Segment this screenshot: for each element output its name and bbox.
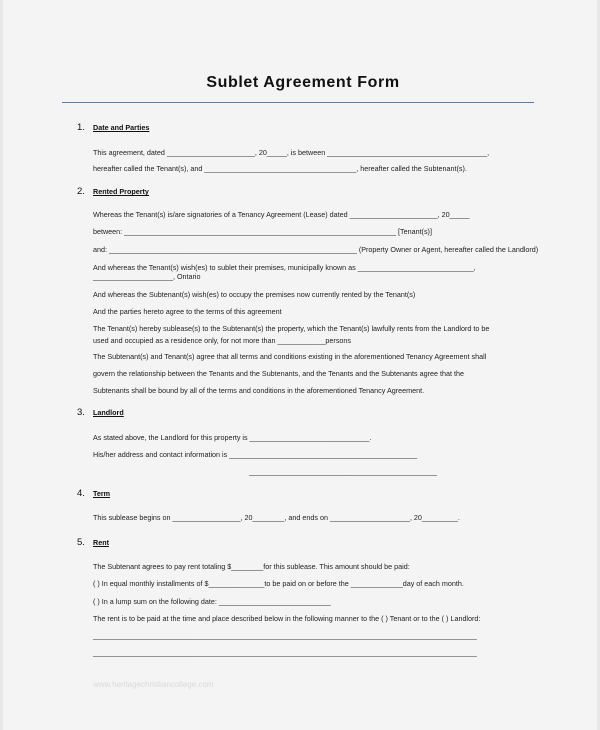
section-3-number: 3. [77,407,85,418]
section-4-line-1: This sublease begins on _________________, 20________, and ends on ____________________, 20_________. [93,513,460,522]
section-2-line-12: Subtenants shall be bound by all of the terms and conditions in the aforementioned Tenancy Agreement. [93,386,425,395]
section-1-heading: Date and Parties [93,123,150,132]
section-5-line-4: The rent is to be paid at the time and place described below in the following manner to the ( ) Tenant or to the ( ) Landlord: [93,614,481,623]
watermark-text: www.heritagechristiancollege.com [93,680,214,689]
section-3-line-1: As stated above, the Landlord for this property is ______________________________. [93,433,372,442]
section-5-line-1: The Subtenant agrees to pay rent totaling $________for this sublease. This amount should be paid: [93,562,410,571]
section-5-line-2: ( ) In equal monthly installments of $______________to be paid on or before the _____________day of each month. [93,579,464,588]
section-1-number: 1. [77,122,85,133]
document-title: Sublet Agreement Form [206,74,400,91]
section-2-line-8: The Tenant(s) hereby sublease(s) to the Subtenant(s) the property, which the Tenant(s) lawfully rents from the Landlord to be [93,324,490,333]
section-3-line-2: His/her address and contact information is _______________________________________________ [93,450,418,459]
section-5-heading: Rent [93,538,109,547]
section-2-line-3: and: ______________________________________________________________ (Property Owner or Agent, hereafter called the Landlord) [93,245,539,254]
section-2-line-1: Whereas the Tenant(s) is/are signatories of a Tenancy Agreement (Lease) dated ______________________, 20_____ [93,210,470,219]
section-2-line-6: And whereas the Subtenant(s) wish(es) to occupy the premises now currently rented by the Tenant(s) [93,290,416,299]
section-3-heading: Landlord [93,408,124,417]
section-4-heading: Term [93,489,111,498]
section-2-line-9: used and occupied as a residence only, for not more than ____________persons [93,336,351,345]
section-2-heading: Rented Property [93,187,149,196]
section-2-line-4: And whereas the Tenant(s) wish(es) to sublet their premises, municipally known as _____________________________, [93,263,476,272]
title-divider [62,102,534,103]
section-4-number: 4. [77,488,85,499]
section-2-line-7: And the parties hereto agree to the terms of this agreement [93,307,282,316]
section-5-number: 5. [77,537,85,548]
section-2-line-2: between: ____________________________________________________________________ [Tenant(s)] [93,227,432,236]
section-3-line-3: _______________________________________________ [249,467,437,476]
section-2-line-5: ____________________, Ontario [93,272,201,281]
section-2-number: 2. [77,186,85,197]
section-2-line-11: govern the relationship between the Tenants and the Subtenants, and the Tenants and the Subtenants agree that the [93,369,464,378]
section-1-line-2: hereafter called the Tenant(s), and ______________________________________, hereafter called the Subtenant(s). [93,164,467,173]
section-5-line-6: ________________________________________________________________________________________________ [93,648,477,657]
section-1-line-1: This agreement, dated ______________________, 20_____, is between ________________________________________, [93,148,490,157]
section-5-line-5: ________________________________________________________________________________________________ [93,631,477,640]
section-5-line-3: ( ) In a lump sum on the following date: ____________________________ [93,597,331,606]
section-2-line-10: The Subtenant(s) and Tenant(s) agree that all terms and conditions existing in the aforementioned Tenancy Agreement shall [93,352,487,361]
